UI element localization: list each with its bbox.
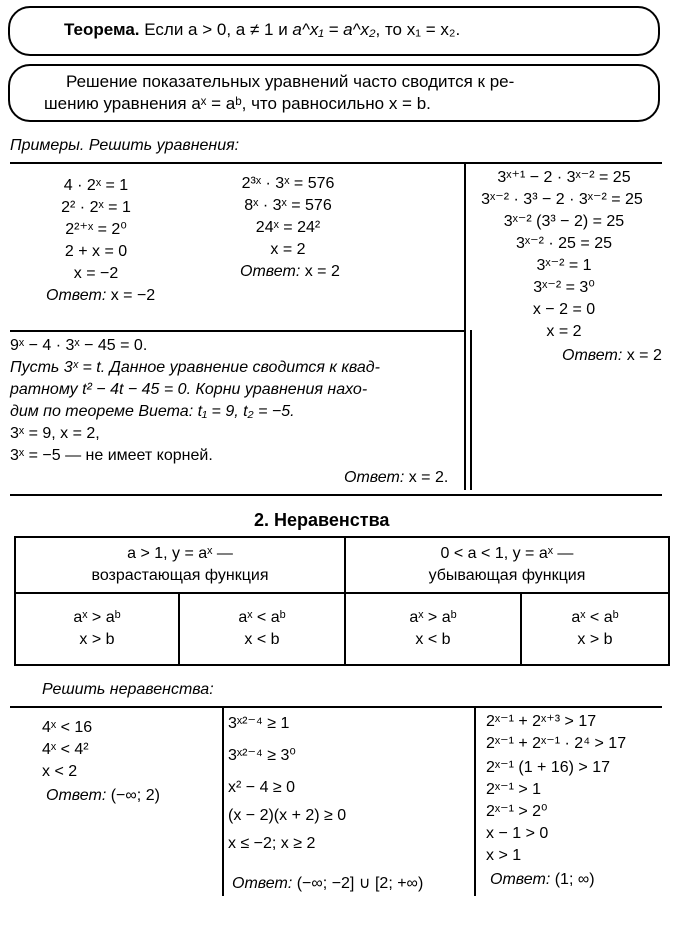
examples-title: Примеры. Решить уравнения: xyxy=(10,137,240,154)
eq3-line: 3ˣ⁻² · 3³ − 2 · 3ˣ⁻² = 25 xyxy=(481,191,643,208)
table-cell xyxy=(345,593,521,665)
eq3-answer-label: Ответ: xyxy=(562,347,623,364)
ineq2-line: x ≤ −2; x ≥ 2 xyxy=(228,835,316,852)
table-header-decreasing-line-1: 0 < a < 1, y = aˣ — xyxy=(440,545,574,562)
inequalities-top-divider xyxy=(10,706,662,708)
eq1-line: 2²⁺ˣ = 2⁰ xyxy=(65,221,127,238)
ineq1-line: x < 2 xyxy=(42,763,78,780)
ineq3-line: x − 1 > 0 xyxy=(486,825,549,842)
ineq3-line: 2ˣ⁻¹ (1 + 16) > 17 xyxy=(486,759,610,776)
ineq1-answer-value: (−∞; 2) xyxy=(110,787,160,804)
ineq3-line: x > 1 xyxy=(486,847,522,864)
eq3-answer-value: x = 2 xyxy=(626,347,662,364)
table-header-increasing-line-1: a > 1, y = aˣ — xyxy=(127,545,233,562)
eq4-answer-label: Ответ: xyxy=(344,469,405,486)
ineq3-answer-value: (1; ∞) xyxy=(554,871,595,888)
table-cell-line-1: aˣ < aᵇ xyxy=(238,609,286,626)
section-2-title: 2. Неравенства xyxy=(254,510,390,530)
eq2-line: 24ˣ = 24² xyxy=(255,219,321,236)
table-cell-line-1: aˣ < aᵇ xyxy=(571,609,619,626)
ineq2-answer xyxy=(232,874,423,894)
eq4-line: 3ˣ = −5 — не имеет корней. xyxy=(10,447,213,464)
ineq3-answer-label: Ответ: xyxy=(490,871,551,888)
ineq3-line: 2ˣ⁻¹ > 2⁰ xyxy=(486,803,548,820)
ineq3-answer xyxy=(490,870,595,890)
inequalities-title: Решить неравенства: xyxy=(42,681,214,698)
table-cell-line-2: x > b xyxy=(577,631,613,648)
eq3-line: 3ˣ⁻² · 25 = 25 xyxy=(516,235,612,252)
examples-bottom-divider xyxy=(10,494,662,496)
eq2-line: 2³ˣ · 3ˣ = 576 xyxy=(241,175,335,192)
examples-middle-divider xyxy=(10,330,465,332)
eq1-line: 2 + x = 0 xyxy=(64,243,128,260)
examples-top-divider xyxy=(10,162,662,164)
note-line-1: Решение показательных уравнений часто сводится к ре- xyxy=(66,72,515,91)
eq3-line: 3ˣ⁻² (3³ − 2) = 25 xyxy=(503,213,625,230)
eq4-line: 3ˣ = 9, x = 2, xyxy=(10,425,100,442)
eq4-line: дим по теореме Виета: t₁ = 9, t₂ = −5. xyxy=(10,403,295,420)
eq4-line: ратному t² − 4t − 45 = 0. Корни уравнения нахо- xyxy=(10,381,368,398)
eq1-line: 4 · 2ˣ = 1 xyxy=(63,177,129,194)
ineq1-line: 4ˣ < 16 xyxy=(42,719,93,736)
ineq1-line: 4ˣ < 4² xyxy=(42,741,89,758)
ineq2-answer-value: (−∞; −2] ∪ [2; +∞) xyxy=(296,875,424,892)
ineq1-answer-label: Ответ: xyxy=(46,787,107,804)
table-header-decreasing-line-2: убывающая функция xyxy=(428,567,586,584)
table-cell-line-1: aˣ > aᵇ xyxy=(73,609,121,626)
ineq2-line: x² − 4 ≥ 0 xyxy=(228,779,296,796)
theorem-line xyxy=(64,20,460,40)
table-cell-line-2: x < b xyxy=(244,631,280,648)
eq2-line: x = 2 xyxy=(270,241,306,258)
ineq1-answer xyxy=(46,786,160,806)
table-cell-line-2: x > b xyxy=(79,631,115,648)
theorem-text-after: , то x₁ = x₂. xyxy=(375,20,461,39)
eq4-answer-value: x = 2. xyxy=(408,469,449,486)
table-cell-line-1: aˣ > aᵇ xyxy=(409,609,457,626)
eq2-answer-value: x = 2 xyxy=(304,263,340,280)
table-cell xyxy=(521,593,669,665)
eq2-answer-label: Ответ: xyxy=(240,263,301,280)
eq1-answer-value: x = −2 xyxy=(110,287,156,304)
eq4-line: Пусть 3ˣ = t. Данное уравнение сводится к квад- xyxy=(10,359,380,376)
eq1-line: x = −2 xyxy=(73,265,119,282)
eq2-line: 8ˣ · 3ˣ = 576 xyxy=(244,197,332,214)
eq1-answer-label: Ответ: xyxy=(46,287,107,304)
eq3-line: 3ˣ⁻² = 3⁰ xyxy=(533,279,595,296)
inequalities-divider-1 xyxy=(222,706,224,896)
table-header-increasing xyxy=(15,537,345,593)
inequality-rules-table xyxy=(14,536,670,666)
ineq2-line: 3ˣ²⁻⁴ ≥ 1 xyxy=(228,715,290,732)
theorem-text-before: Если a > 0, a ≠ 1 и xyxy=(144,20,288,39)
table-cell xyxy=(179,593,345,665)
eq3-answer xyxy=(562,346,662,366)
table-cell xyxy=(15,593,179,665)
eq3-line: 3ˣ⁻² = 1 xyxy=(536,257,592,274)
eq3-line: x = 2 xyxy=(546,323,582,340)
table-header-increasing-line-2: возрастающая функция xyxy=(91,567,269,584)
table-header-decreasing xyxy=(345,537,669,593)
ineq3-line: 2ˣ⁻¹ + 2ˣ⁻¹ · 2⁴ > 17 xyxy=(486,735,627,752)
ineq2-line: 3ˣ²⁻⁴ ≥ 3⁰ xyxy=(228,747,296,764)
note-line-2: шению уравнения aˣ = aᵇ, что равносильно x = b. xyxy=(44,94,431,113)
eq1-line: 2² · 2ˣ = 1 xyxy=(61,199,131,216)
eq1-answer xyxy=(46,286,155,306)
table-cell-line-2: x < b xyxy=(415,631,451,648)
ineq2-answer-label: Ответ: xyxy=(232,875,293,892)
theorem-equation: a^x₁ = a^x₂ xyxy=(292,20,376,39)
ineq3-line: 2ˣ⁻¹ > 1 xyxy=(486,781,542,798)
ineq3-line: 2ˣ⁻¹ + 2ˣ⁺³ > 17 xyxy=(486,713,597,730)
eq4-line: 9ˣ − 4 · 3ˣ − 45 = 0. xyxy=(10,337,148,354)
eq3-line: 3ˣ⁺¹ − 2 · 3ˣ⁻² = 25 xyxy=(497,169,631,186)
theorem-label: Теорема. xyxy=(64,20,140,39)
eq2-answer xyxy=(240,262,340,282)
examples-left-divider xyxy=(470,330,472,490)
ineq2-line: (x − 2)(x + 2) ≥ 0 xyxy=(228,807,347,824)
eq3-line: x − 2 = 0 xyxy=(532,301,596,318)
inequalities-divider-2 xyxy=(474,706,476,896)
eq4-answer xyxy=(344,468,448,488)
